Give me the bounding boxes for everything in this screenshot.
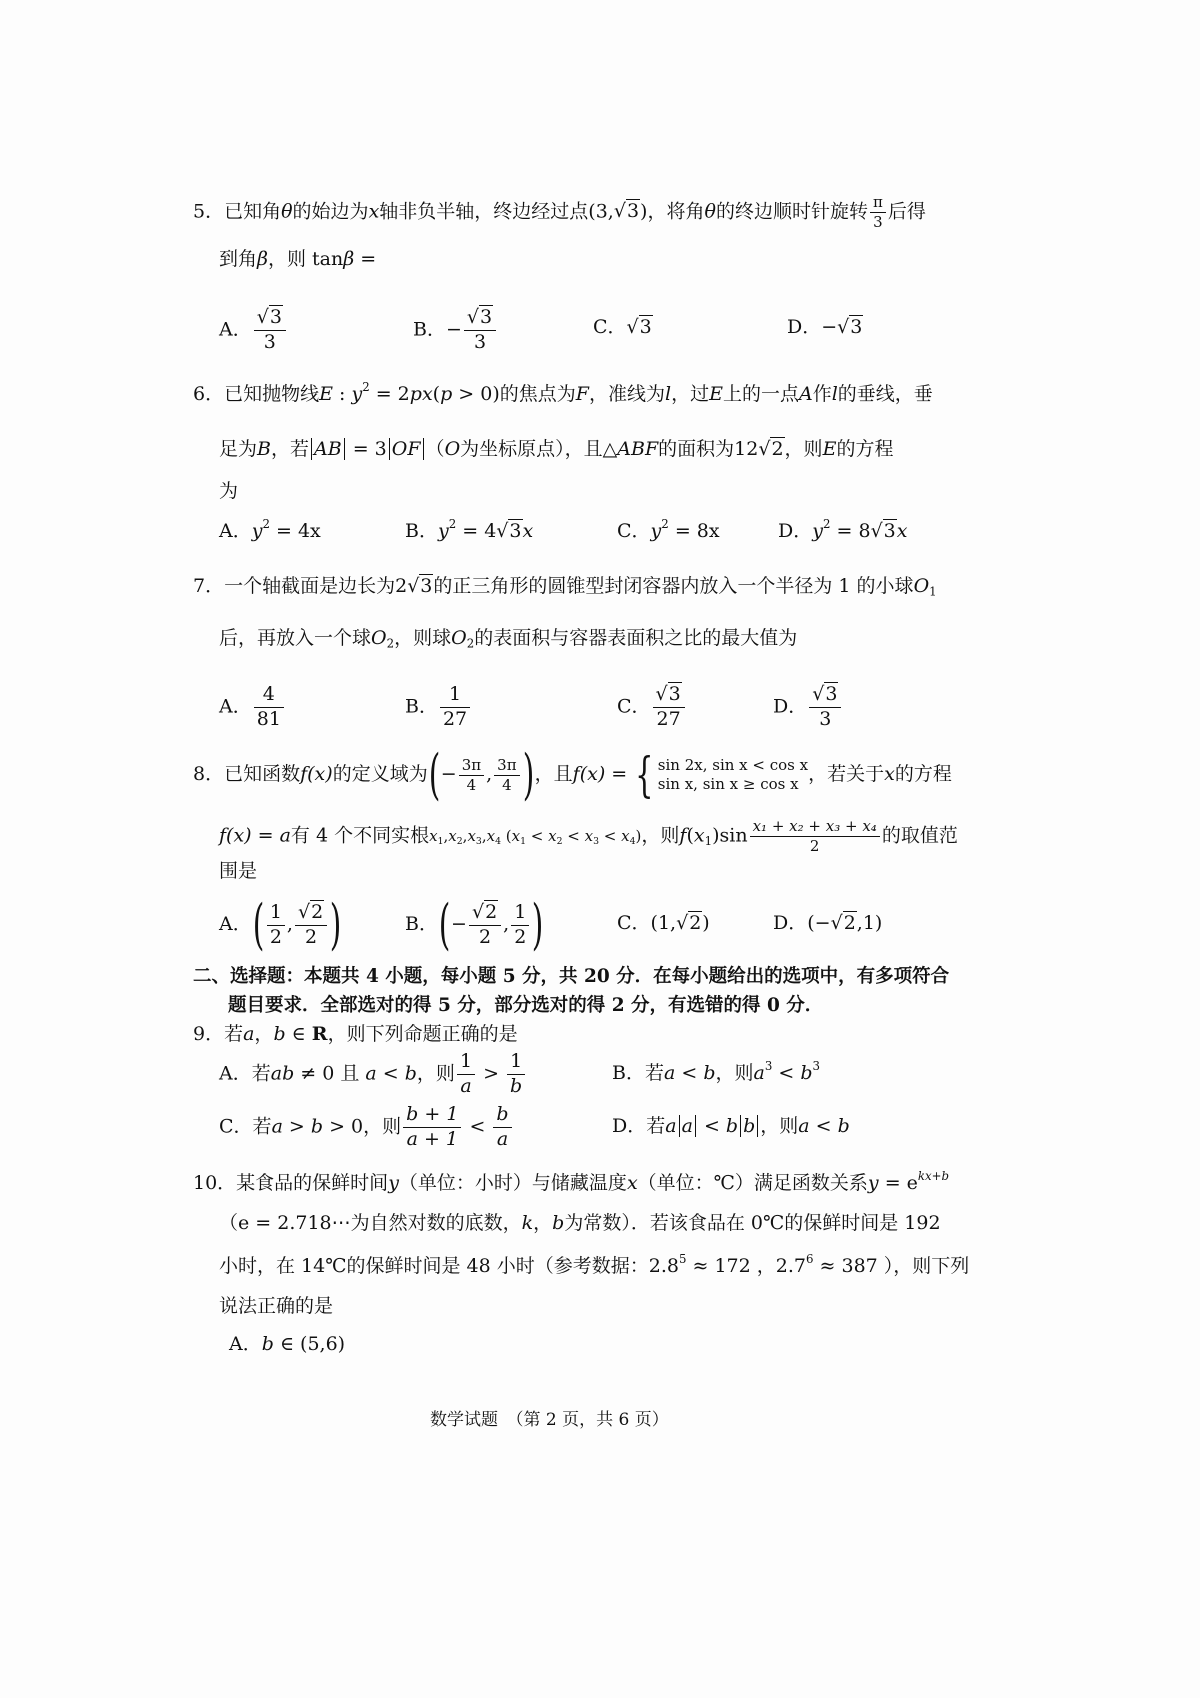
q9-option-a: A．若ab ≠ 0 且 a < b，则 $\frac{1}{a}$ > $\frac{1}{b}$	[219, 1050, 527, 1099]
q10-line2: （e = 2.718⋯为自然对数的底数，k，b为常数）．若该食品在 0℃的保鲜时间是 192	[219, 1212, 941, 1234]
q8-option-d: D．(−√2,1)	[773, 912, 883, 934]
q7-option-c: C． $\frac{√3}{27}$	[617, 683, 687, 732]
q5-line1: 5．已知角θ的始边为x轴非负半轴，终边经过点(3,√3)，将角θ的终边顺时针旋转 $\frac{\pi}{3}$ 后得	[193, 193, 926, 231]
q6-option-c: C．$y^2 = 8x$	[617, 517, 720, 542]
q8-line1: 8．已知函数f(x)的定义域为(− $\frac{3\pi}{4}$ , $\frac{3\pi}{4}$ )，且f(x) = { sin 2x, sin x < cos x sin x, sin x ≥ cos x ，若关于x的方程	[193, 743, 952, 806]
fraction: $\frac{√3}{3}$	[809, 683, 841, 732]
fraction: $\frac{√3}{3}$	[254, 306, 286, 355]
fraction: $\frac{√3}{27}$	[653, 683, 685, 732]
q8-option-a: A．( $\frac{1}{2}$ , $\frac{√2}{2}$ )	[219, 893, 342, 956]
fraction: $\frac{4}{81}$	[254, 683, 284, 732]
q6-line3: 为	[219, 480, 239, 502]
sqrt: √3	[613, 200, 640, 223]
q7-line2: 后，再放入一个球$O_2$，则球$O_2$的表面积与容器表面积之比的最大值为	[219, 627, 798, 651]
q6-option-d: D．$y^2 = 8√3x$	[778, 517, 908, 542]
q9-option-b: B．若a < b，则$a^3 < b^3$	[612, 1059, 820, 1084]
q5-line2: 到角β，则 tanβ =	[219, 248, 377, 270]
q7-line1: 7．一个轴截面是边长为2√3的正三角形的圆锥型封闭容器内放入一个半径为 1 的小球$O_1$	[193, 575, 937, 599]
q5-option-a: A． $\frac{√3}{3}$	[219, 306, 288, 355]
q9-option-d: D．若a a < b b ，则a < b	[612, 1115, 850, 1137]
q6-option-b: B．$y^2 = 4√3x$	[405, 517, 534, 542]
page-footer: 数学试题 （第 2 页，共 6 页）	[430, 1410, 669, 1430]
q7-option-d: D． $\frac{√3}{3}$	[773, 683, 843, 732]
q5-option-c: C．√3	[593, 316, 652, 338]
section-heading: 二、选择题：本题共 4 小题，每小题 5 分，共 20 分．在每小题给出的选项中，有多项符合	[193, 966, 950, 987]
fraction: $\frac{√3}{3}$	[464, 306, 496, 355]
q10-line4: 说法正确的是	[219, 1295, 334, 1317]
fraction: $\frac{\pi}{3}$	[870, 193, 886, 232]
q8-option-c: C．(1,√2)	[617, 912, 710, 934]
q8-line2: f(x) = a有 4 个不同实根$x_1,x_2,x_3,x_4$ $(x_1 < x_2 < x_3 < x_4)$，则$f(x_1)\sin$ $\frac{\text{x₁ + x₂ + x₃ + x₄}}{2}$ 的取值范	[219, 817, 958, 855]
section-heading-cont: 题目要求．全部选对的得 5 分，部分选对的得 2 分，有选错的得 0 分．	[228, 995, 824, 1016]
q6-line2: 足为B，若 AB = 3 OF （O为坐标原点），且△ABF的面积为12√2，则E的方程	[219, 438, 894, 460]
q9-option-c: C．若a > b > 0，则 $\frac{b + 1}{a + 1}$ < $\frac{b}{a}$	[219, 1103, 514, 1152]
q5-option-d: D．−√3	[787, 316, 863, 338]
q6-option-a: A．$y^2 = 4x$	[219, 517, 321, 542]
q10-line1: 10．某食品的保鲜时间y（单位：小时）与储藏温度x（单位：℃）满足函数关系$y = e^{kx+b}$	[193, 1169, 950, 1194]
q10-option-a: A．b ∈ (5,6)	[229, 1333, 346, 1355]
q8-line3: 围是	[219, 860, 258, 882]
fraction: $\frac{1}{27}$	[440, 683, 470, 732]
q10-line3: 小时，在 14℃的保鲜时间是 48 小时（参考数据：$2.8^5 \approx 172$ ，$2.7^6 \approx 387$ ），则下列	[219, 1252, 970, 1277]
q7-option-b: B． $\frac{1}{27}$	[405, 683, 472, 732]
q8-option-b: B．(− $\frac{√2}{2}$ , $\frac{1}{2}$ )	[405, 893, 544, 956]
q7-option-a: A． $\frac{4}{81}$	[219, 683, 286, 732]
q5-option-b: B．− $\frac{√3}{3}$	[413, 306, 498, 355]
q6-line1: 6．已知抛物线E : $y^2 = 2px(p > 0)$的焦点为F，准线为l，过E上的一点A作l的垂线，垂	[193, 380, 933, 405]
q9-line1: 9．若a，b ∈ R，则下列命题正确的是	[193, 1023, 518, 1045]
